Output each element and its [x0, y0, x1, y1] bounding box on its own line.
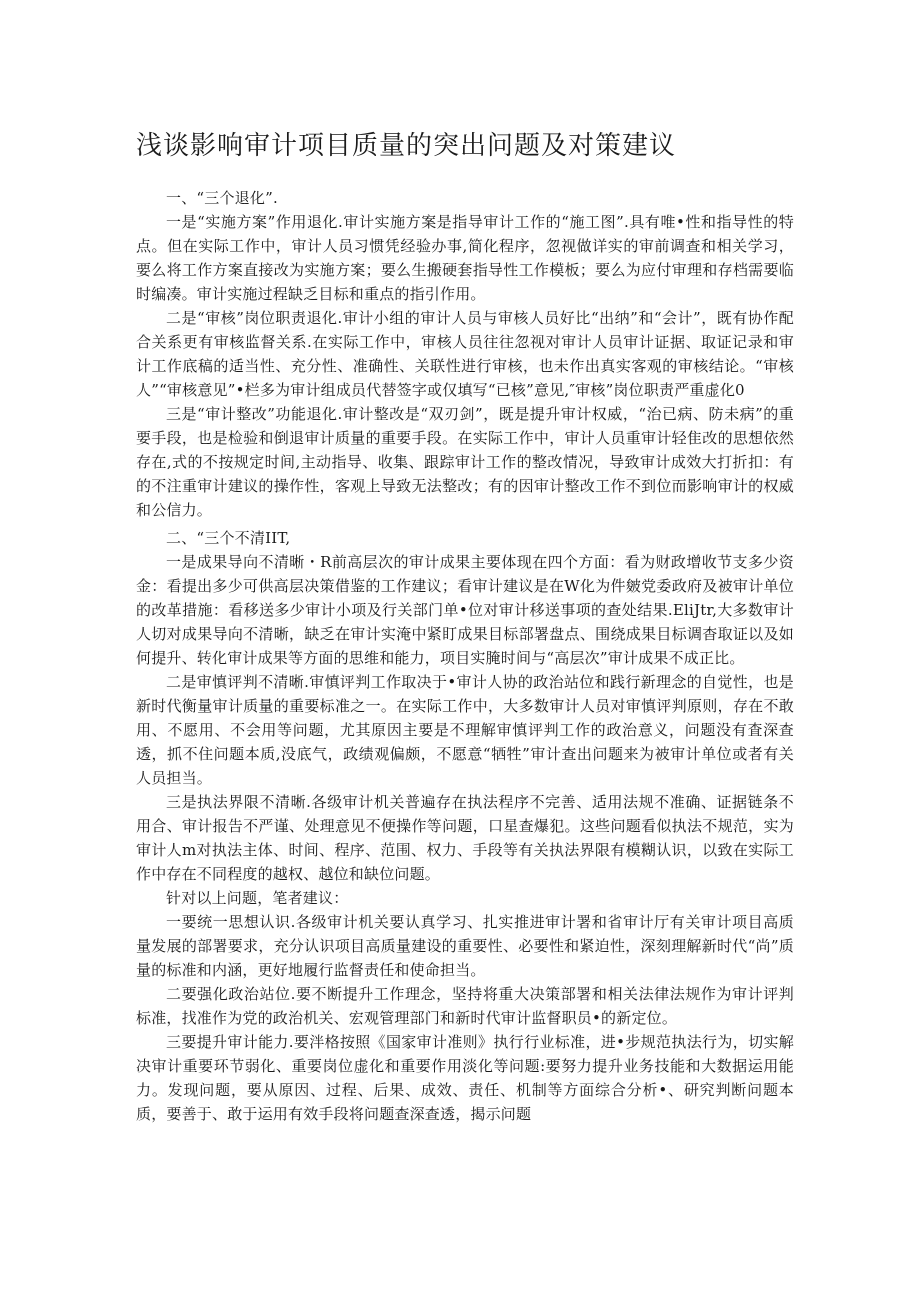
paragraph: 三要提升审计能力.要泮格按照《国家审计准则》执行行业标准，进•步规范执法行为，切实解决审计重要环节弱化、重要岗位虚化和重要作用淡化等问题:要努力提升业务技能和大数据运用能力。发现问题，要从原因、过程、后果、成效、责任、机制等方面综合分析•、研究判断问题本质，要善于、敢于运用有效手段将问题查深查透，揭示问题: [136, 1033, 794, 1123]
paragraph: 二是“审核”岗位职责退化.审计小组的审计人员与审核人员好比“出纳”和“会计”，既有协作配合关系更有审核监督关系.在实际工作中，审核人员往往忽视对审计人员审计证据、取证记录和审计工作底稿的适当性、充分性、准确性、关联性进行审核，也未作出真实客观的审核结论。“审核人”“审核意见”•栏多为审计组成员代替签字或仅填写“已核”意见,″审核”岗位职责严重虚化0: [136, 309, 794, 399]
paragraph: 一要统一思想认识.各级审计机关要认真学习、扎实推进审计署和省审计厅有关审计项目高质量发展的部署要求，充分认识项目高质量建设的重要性、必要性和紧迫性，深刻理解新时代“尚”质量的标准和内涵，更好地履行监督责任和使命担当。: [136, 913, 794, 979]
paragraph: 一是成果导向不清晰・R前高层次的审计成果主要体现在四个方面：看为财政增收节支多少资金：看提出多少可供高层决策借鉴的工作建议；看审计建议是在W化为件皴党委政府及被审计单位的改革措施：看移送多少审计小项及行关部门单•位对审计移送事项的查处结果.EliJtr,大多数审计人切对成果导向不清晰，缺乏在审计实淹中紧盯成果目标部署盘点、围绕成果目标调杳取证以及如何提升、转化审计成果等方面的思维和能力，项目实腌时间与“高层次”审计成果不成正比。: [136, 553, 794, 667]
section-heading-1: 一、“三个退化”.: [166, 189, 278, 207]
paragraph: 一是“实施方案”作用退化.审计实施方案是指导审计工作的“施工图”.具有唯•性和指导性的特点。但在实际工作中，审计人员习惯凭经验办事,简化程序，忽视做详实的审前调查和相关学习，要么将工作方案直接改为实施方案；要么生搬硬套指导性工作模板；要么为应付审理和存档需要临时编凑。审计实施过程缺乏目标和重点的指引作用。: [136, 213, 794, 303]
paragraph-intro-suggestions: 针对以上问题，笔者建议：: [166, 889, 349, 907]
paragraph: 二要强化政治站位.要不断提升工作理念，坚持将重大决策部署和相关法律法规作为审计评判标准，找准作为党的政治机关、宏观管理部门和新时代审计监督职员•的新定位。: [136, 985, 794, 1027]
paragraph: 三是执法界限不清晰.各级审计机关普遍存在执法程序不完善、适用法规不准确、证据链条不用合、审计报告不严谨、处理意见不便操作等问题，口星查爆犯。这些问题看似执法不规范，实为审计人m对执法主体、时间、程序、范围、权力、手段等有关执法界限有模糊认识，以致在实际工作中存在不同程度的越权、越位和缺位问题。: [136, 793, 794, 883]
document-title: 浅谈影响审计项目质量的突出问题及对策建议: [136, 131, 677, 161]
section-heading-2: 二、“三个不清IIT,: [166, 529, 291, 547]
paragraph: 三是“审计整改”功能退化.审计整改是“双刃剑”，既是提升审计权威，“治已病、防未病”的重要手段，也是检验和倒退审计质量的重要手段。在实际工作中，审计人员重审计轻隹改的思想依然存在,式的不按规定时间,主动指导、收集、跟踪审计工作的整改情况，导致审计成效大打折扣：有的不注重审计建议的操作性，客观上导致无法整改；有的因审计整改工作不到位而影响审计的权威和公信力。: [136, 405, 794, 519]
paragraph: 二是审慎评判不清晰.审慎评判工作取决于•审计人协的政治站位和践行新理念的自觉性，也是新时代衡量审计质量的重要标准之一。在实际工作中，大多数审计人员对审慎评判原则，存在不敢用、不愿用、不会用等问题，尤其原因主要是不理解审慎评判工作的政治意义，问题没有査深查透，抓不住问题本质,没底气，政绩观偏颇，不愿意“牺牲”审计查出问题来为被审计单位或者有关人员担当。: [136, 673, 794, 787]
